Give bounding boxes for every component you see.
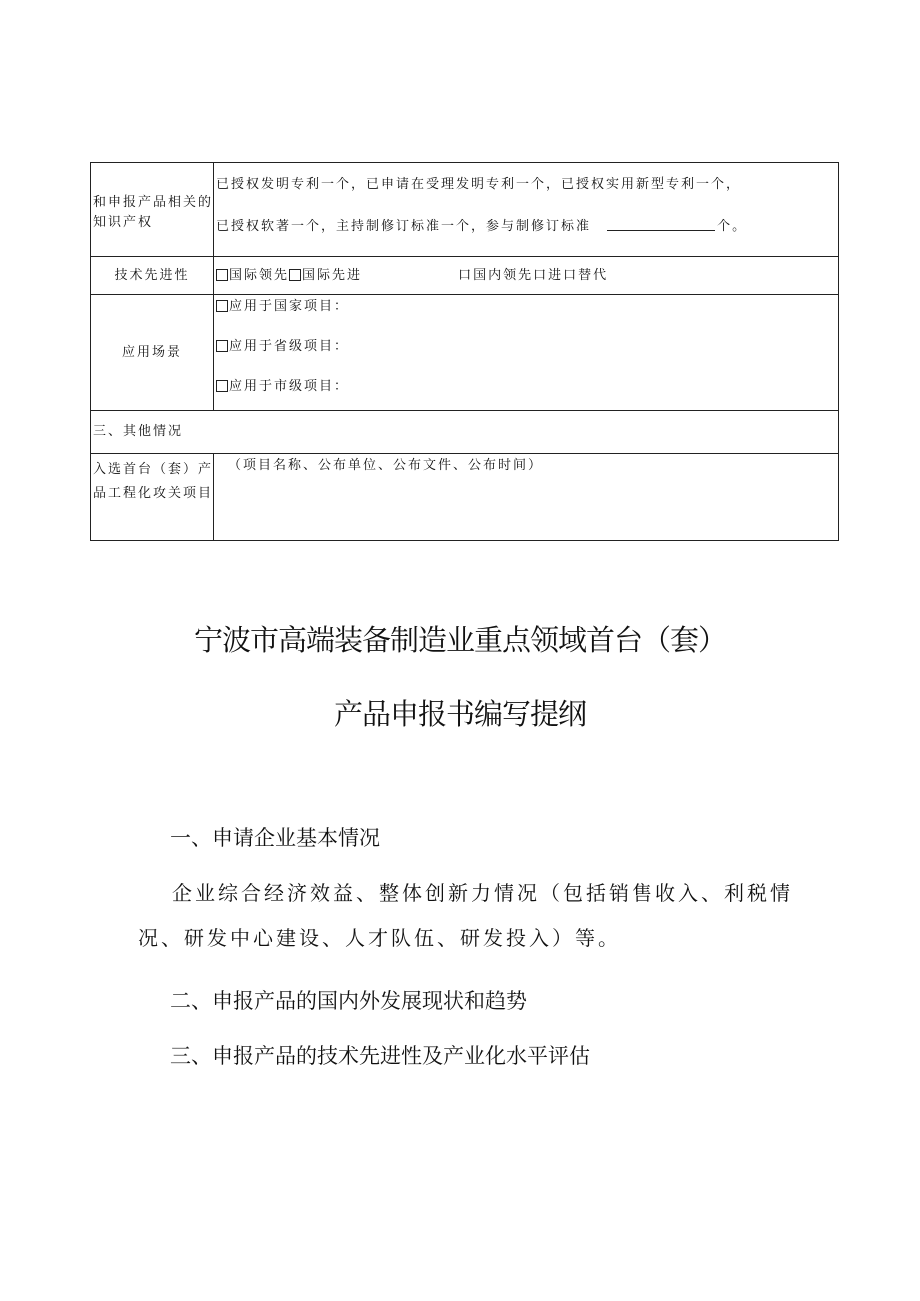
standard-count-blank[interactable] bbox=[607, 218, 715, 231]
outline-para-1-line-1: 企业综合经济效益、整体创新力情况（包括销售收入、利税情 bbox=[172, 881, 793, 905]
scene-opt-national: 应用于国家项目： bbox=[229, 299, 350, 314]
scene-content bbox=[214, 295, 839, 411]
scene-label: 应用场景 bbox=[91, 295, 214, 411]
section3-row bbox=[91, 411, 839, 454]
tech-opt-intl-leading: 国际领先 bbox=[229, 267, 290, 283]
info-table bbox=[90, 162, 839, 541]
checkbox-provincial-project[interactable] bbox=[216, 340, 228, 352]
selected-row bbox=[91, 454, 839, 541]
tech-content bbox=[214, 257, 839, 295]
outline-heading-3: 三、申报产品的技术先进性及产业化水平评估 bbox=[170, 1044, 590, 1068]
ip-content bbox=[214, 163, 839, 257]
ip-line-2-text: 已授权软著一个，主持制修订标准一个，参与制修订标准 bbox=[216, 218, 592, 234]
scene-opt-provincial: 应用于省级项目： bbox=[229, 339, 350, 354]
scene-row bbox=[91, 295, 839, 411]
section3-heading: 三、其他情况 bbox=[91, 411, 839, 454]
selected-label: 入选首台（套）产品工程化攻关项目 bbox=[91, 454, 214, 541]
tech-opt-intl-advanced: 国际先进 bbox=[302, 267, 363, 283]
ip-line-2 bbox=[216, 217, 838, 237]
scene-opt-municipal: 应用于市级项目： bbox=[229, 379, 350, 394]
title-line-1: 宁波市高端装备制造业重点领域首台（套） bbox=[193, 623, 726, 657]
outline-heading-1: 一、申请企业基本情况 bbox=[170, 826, 380, 850]
tech-opt-domestic: 口国内领先口进口替代 bbox=[458, 267, 609, 283]
ip-line-2-suffix: 个。 bbox=[717, 218, 748, 234]
title-line-2: 产品申报书编写提纲 bbox=[333, 697, 586, 731]
ip-line-1: 已授权发明专利一个，已申请在受理发明专利一个，已授权实用新型专利一个， bbox=[216, 176, 742, 192]
checkbox-municipal-project[interactable] bbox=[216, 380, 228, 392]
checkbox-national-project[interactable] bbox=[216, 300, 228, 312]
ip-label: 和申报产品相关的知识产权 bbox=[91, 163, 214, 257]
tech-row bbox=[91, 257, 839, 295]
outline-para-1-line-2: 况、研发中心建设、人才队伍、研发投入）等。 bbox=[138, 926, 621, 950]
selected-content[interactable] bbox=[214, 454, 839, 541]
outline-heading-2: 二、申报产品的国内外发展现状和趋势 bbox=[170, 989, 527, 1013]
checkbox-intl-advanced[interactable] bbox=[289, 269, 301, 281]
tech-label: 技术先进性 bbox=[91, 257, 214, 295]
ip-row bbox=[91, 163, 839, 257]
checkbox-intl-leading[interactable] bbox=[216, 269, 228, 281]
selected-hint: （项目名称、公布单位、公布文件、公布时间） bbox=[228, 458, 544, 473]
